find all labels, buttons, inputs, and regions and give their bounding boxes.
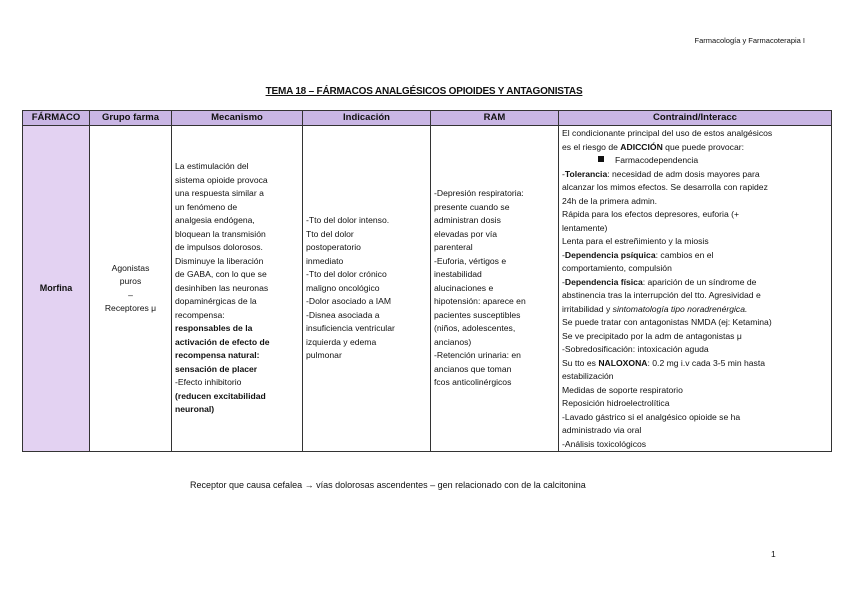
table-header-row — [23, 111, 832, 126]
group-line: Receptores μ — [104, 303, 157, 313]
contra-line: lentamente) — [562, 222, 608, 233]
mechanism-bold-line: recompensa natural: — [175, 350, 260, 361]
mechanism-line: desinhiben las neuronas — [175, 282, 269, 293]
contra-text: es el riesgo de — [562, 141, 621, 152]
ram-cell — [431, 126, 559, 452]
adiccion-text: ADICCIÓN — [620, 141, 663, 152]
indication-line: insuficiencia ventricular — [306, 323, 395, 334]
contra-line: Rápida para los efectos depresores, euforia (+ — [562, 209, 739, 219]
indication-line: inmediato — [306, 255, 344, 266]
ram-line: ancianos) — [434, 336, 472, 347]
contra-line — [562, 276, 828, 290]
contra-line: 24h de la primera admin. — [562, 195, 658, 206]
indication-line: pulmonar — [306, 350, 342, 361]
ram-line: inestabilidad — [434, 269, 482, 280]
contra-line: -Sobredosificación: intoxicación aguda — [562, 344, 709, 354]
header-ram: RAM — [431, 111, 559, 126]
contra-line: Se ve precipitado por la adm de antagonistas μ — [562, 330, 742, 341]
contra-line — [562, 249, 828, 263]
contra-line: Medidas de soporte respiratorio — [562, 384, 683, 395]
mechanism-bold-line: sensación de placer — [175, 363, 258, 374]
contra-line: comportamiento, compulsión — [562, 263, 672, 273]
mechanism-line: analgesia endógena, — [175, 215, 255, 226]
mechanism-bold-line: (reducen excitabilidad — [175, 390, 266, 401]
contra-text: : necesidad de adm dosis mayores para — [607, 168, 760, 179]
contra-line — [562, 141, 828, 155]
group-line: Agonistas — [111, 262, 150, 273]
mechanism-cell — [172, 126, 303, 452]
page-title: TEMA 18 – FÁRMACOS ANALGÉSICOS OPIOIDES Y ANTAGONISTAS — [265, 86, 583, 97]
indication-line: -Tto del dolor crónico — [306, 269, 387, 280]
bullet-item — [562, 154, 828, 168]
contra-line: -Análisis toxicológicos — [562, 438, 647, 449]
contra-line — [562, 357, 828, 371]
contra-line: El condicionante principal del uso de estos analgésicos — [562, 128, 773, 138]
ram-line: presente cuando se — [434, 201, 510, 212]
mechanism-line: de GABA, con lo que se — [175, 269, 267, 280]
mechanism-line: una respuesta similar a — [175, 188, 264, 199]
indication-line: postoperatorio — [306, 242, 361, 253]
mechanism-line: dopaminérgicas de la — [175, 296, 257, 307]
mechanism-line: bloquean la transmisión — [175, 228, 266, 239]
contra-line: alcanzar los mimos efectos. Se desarrolla con rapidez — [562, 182, 768, 192]
contra-text: que puede provocar: — [662, 141, 745, 152]
ram-line: elevadas por vía — [434, 228, 498, 239]
mechanism-line: -Efecto inhibitorio — [175, 377, 242, 388]
group-cell — [90, 126, 172, 452]
footnote: Receptor que causa cefalea → vías dolorosas ascendentes – gen relacionado con de la calcitonina — [190, 480, 586, 490]
ram-line: (niños, adolescentes, — [434, 323, 516, 334]
header-indicacion: Indicación — [303, 111, 431, 126]
contra-text: Su tto es — [562, 357, 599, 368]
contra-text: irritabilidad y — [562, 303, 613, 314]
tolerancia-text: Tolerancia — [564, 168, 608, 179]
page-number: 1 — [771, 549, 776, 559]
contra-line: estabilización — [562, 371, 614, 381]
ram-line: fcos anticolinérgicos — [434, 377, 512, 388]
contra-text: : 0.2 mg i.v cada 3-5 min hasta — [647, 357, 766, 368]
contra-text: - — [562, 276, 565, 287]
mechanism-line: recompensa: — [175, 309, 225, 320]
drug-name-cell: Morfina — [23, 126, 90, 452]
ram-line: -Retención urinaria: en — [434, 350, 521, 361]
ram-line: parenteral — [434, 242, 473, 253]
indication-line: Tto del dolor — [306, 228, 354, 239]
naloxona-text: NALOXONA — [598, 357, 648, 368]
header-farmaco: FÁRMACO — [23, 111, 90, 126]
contra-line: Se puede tratar con antagonistas NMDA (ej: Ketamina) — [562, 317, 772, 327]
contra-line: Lenta para el estreñimiento y la miosis — [562, 236, 709, 246]
ram-line: -Euforia, vértigos e — [434, 255, 507, 266]
header-mecanismo: Mecanismo — [172, 111, 303, 126]
ram-line: alucinaciones e — [434, 282, 494, 293]
mechanism-line: La estimulación del — [175, 161, 249, 172]
header-grupo: Grupo farma — [90, 111, 172, 126]
ram-line: pacientes susceptibles — [434, 309, 521, 320]
mechanism-line: un fenómeno de — [175, 201, 238, 212]
ram-line: -Depresión respiratoria: — [434, 188, 524, 199]
sintomatologia-text: sintomatología tipo noradrenérgica. — [612, 303, 748, 314]
contra-text: : aparición de un síndrome de — [642, 276, 757, 287]
mechanism-bold-line: activación de efecto de — [175, 336, 270, 347]
contra-line: administrado via oral — [562, 425, 642, 435]
course-header: Farmacología y Farmacoterapia I — [694, 36, 805, 45]
drug-table — [22, 110, 832, 452]
mechanism-bold-line: responsables de la — [175, 323, 253, 334]
indication-line: -Tto del dolor intenso. — [306, 215, 390, 226]
indication-line: izquierda y edema — [306, 336, 377, 347]
contra-line — [562, 168, 828, 182]
contra-text: : cambios en el — [655, 249, 714, 260]
indication-line: maligno oncológico — [306, 282, 380, 293]
indication-cell — [303, 126, 431, 452]
table-row — [23, 126, 832, 452]
header-contraind: Contraind/Interacc — [559, 111, 832, 126]
dependencia-psiquica-text: Dependencia psíquica — [564, 249, 656, 260]
contra-line: Reposición hidroelectrolítica — [562, 398, 670, 408]
mechanism-bold-line: neuronal) — [175, 404, 215, 415]
bullet-text: Farmacodependencia — [615, 155, 699, 165]
mechanism-line: de impulsos dolorosos. — [175, 242, 263, 253]
dependencia-fisica-text: Dependencia física — [564, 276, 643, 287]
mechanism-line: sistema opioide provoca — [175, 174, 268, 185]
contra-text: - — [562, 168, 565, 179]
ram-line: administran dosis — [434, 215, 501, 226]
contra-line — [562, 303, 828, 317]
ram-line: ancianos que toman — [434, 363, 512, 374]
mechanism-line: Disminuye la liberación — [175, 255, 264, 266]
contra-text: - — [562, 249, 565, 260]
indication-line: -Dolor asociado a IAM — [306, 296, 392, 307]
contra-line: -Lavado gástrico si el analgésico opioide se ha — [562, 411, 741, 422]
contraind-cell — [559, 126, 832, 452]
group-line: – — [128, 289, 133, 300]
indication-line: -Disnea asociada a — [306, 309, 380, 320]
ram-line: hipotensión: aparece en — [434, 296, 526, 307]
group-line: puros — [119, 276, 142, 286]
contra-line: abstinencia tras la interrupción del tto. Agresividad e — [562, 290, 761, 300]
square-bullet-icon — [598, 156, 604, 162]
